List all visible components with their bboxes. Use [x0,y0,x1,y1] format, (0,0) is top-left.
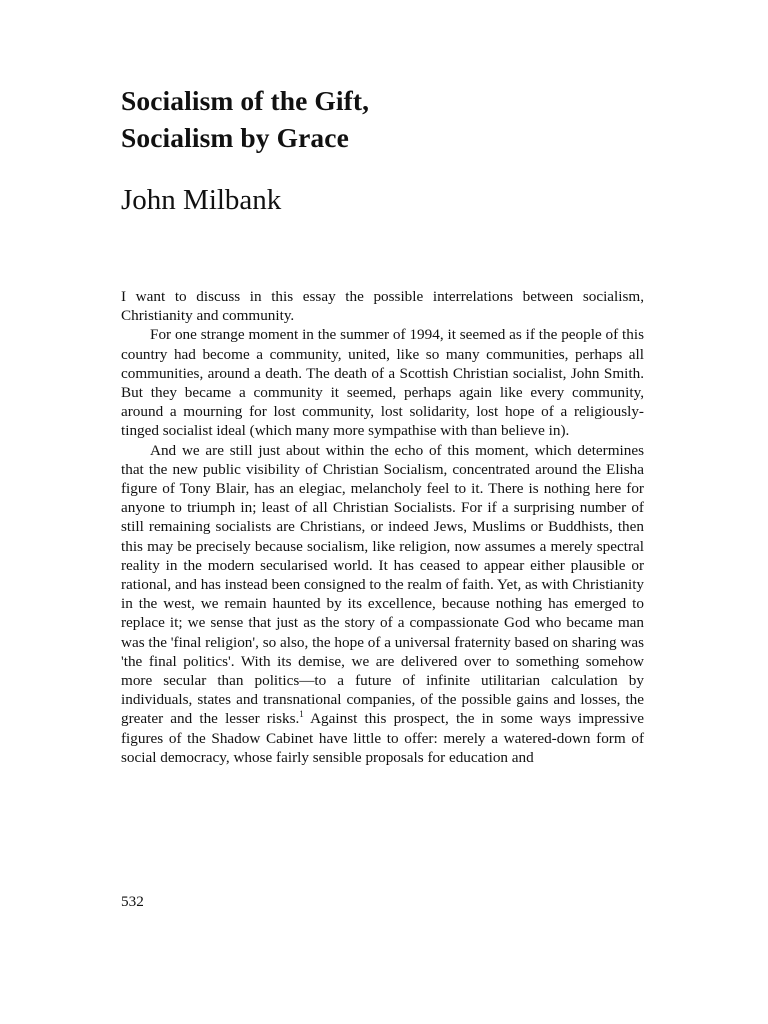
title-line-2: Socialism by Grace [121,122,349,153]
paragraph-3-text: And we are still just about within the echo of this moment, which determines that the new public visibility of Christian Socialism, concentrated around the Elisha figure of Tony Blair, has an elegiac, melancholy feel to it. There is nothing here for anyone to triumph in; least of all Christian Socialists. For if a surprising number of still remaining socialists are Christians, or indeed Jews, Muslims or Buddhists, then this may be precisely because socialism, like religion, now assumes a merely spectral reality in the modern secularised world. It has ceased to appear either plausible or rational, and has instead been consigned to the realm of faith. Yet, as with Christianity in the west, we remain haunted by its excellence, because nothing has emerged to replace it; we sense that just as the story of a compassionate God who became man was the 'final religion', so also, the hope of a universal fraternity based on sharing was 'the final politics'. With its demise, we are delivered over to something somehow more secular than politics—to a future of infinite utilitarian calculation by individuals, states and transnational companies, of the possible gains and losses, the greater and the lesser risks. [121,441,645,728]
article-title [121,82,369,156]
paragraph-3-continuation: Against this prospect, the in some ways impressive figures of the Shadow Cabinet have little to offer: merely a watered-down form of social democracy, whose fairly sensible proposals for education and [121,710,644,766]
paragraph-1: I want to discuss in this essay the possible interrelations between socialism, Christianity and community. [121,288,644,325]
page-number: 532 [121,893,144,910]
article-body [121,287,644,767]
footnote-marker: 1 [299,709,304,720]
paragraph-3 [121,441,644,767]
paragraph-2: For one strange moment in the summer of 1994, it seemed as if the people of this country had become a community, united, like so many communities, perhaps all communities, around a death. The death of a Scottish Christian socialist, John Smith. But they became a community it seemed, perhaps again like every community, around a mourning for lost community, lost solidarity, lost hope of a religiously-tinged socialist ideal (which many more sympathise with than believe in). [121,326,644,440]
author-name: John Milbank [121,184,282,216]
title-line-1: Socialism of the Gift, [121,85,370,116]
